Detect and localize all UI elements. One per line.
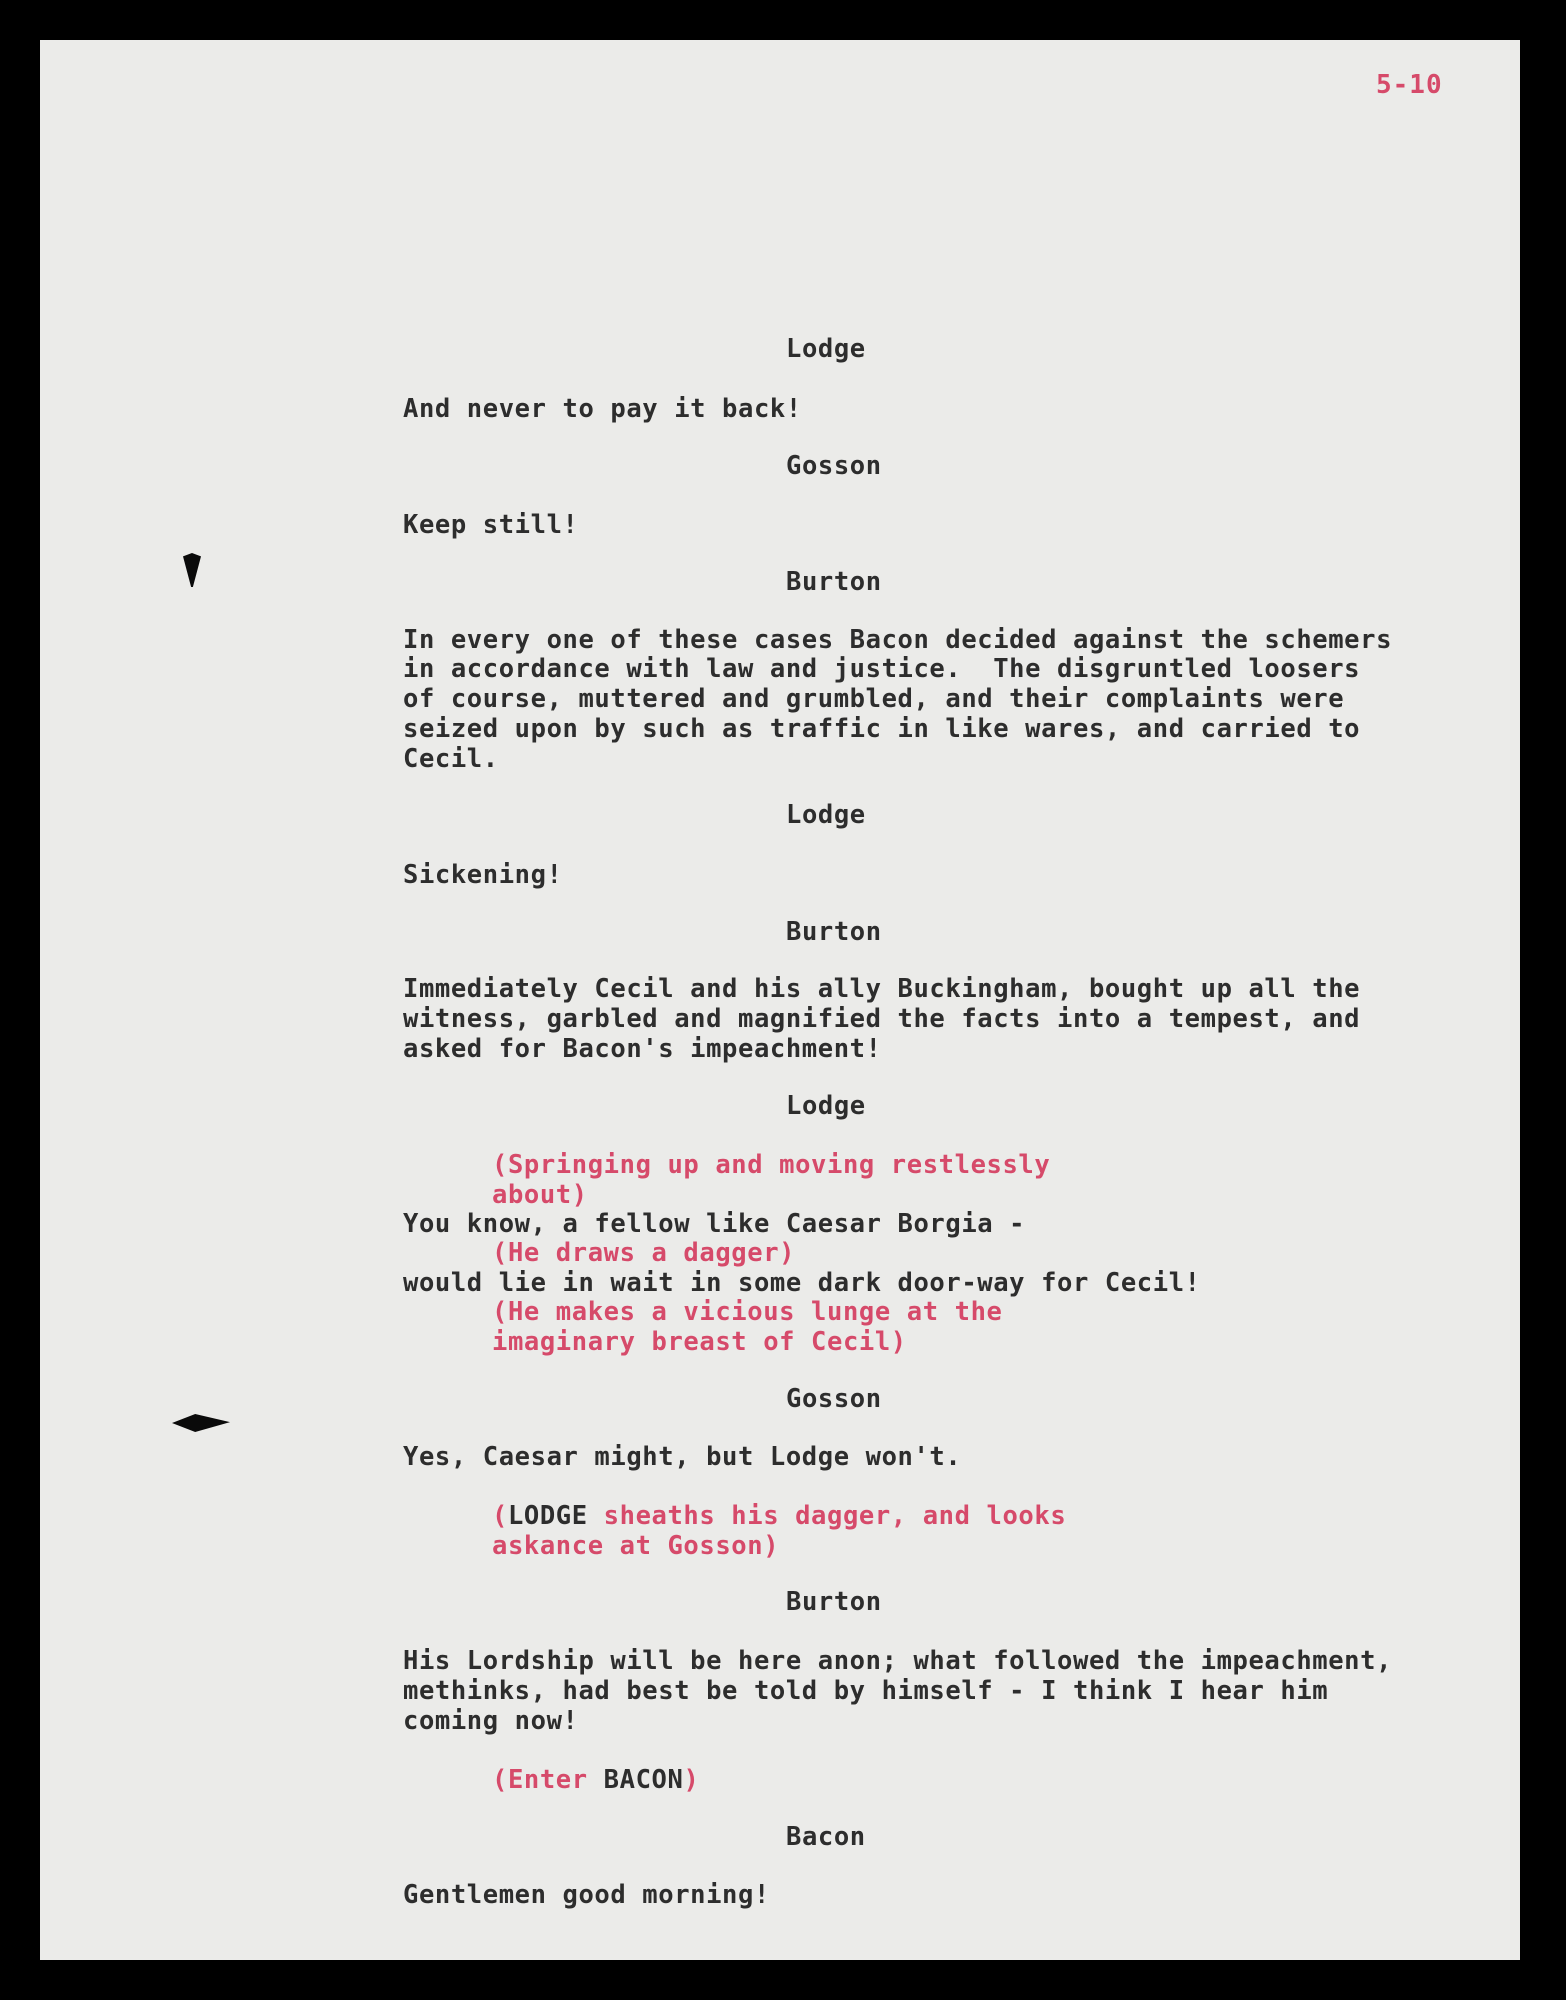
- speaker-name: Lodge: [786, 334, 866, 364]
- stage-direction: [492, 1501, 1066, 1531]
- dialogue-line: Gentlemen good morning!: [403, 1880, 770, 1910]
- speaker-name: Lodge: [786, 800, 866, 830]
- character-name: LODGE: [507, 1501, 588, 1531]
- stage-direction-paren: (: [492, 1501, 508, 1531]
- dialogue-line: asked for Bacon's impeachment!: [403, 1034, 882, 1064]
- dialogue-line: His Lordship will be here anon; what followed the impeachment,: [403, 1646, 1393, 1676]
- dialogue-line: You know, a fellow like Caesar Borgia -: [403, 1209, 1026, 1239]
- stage-direction: (He draws a dagger): [492, 1238, 796, 1268]
- stage-direction: (Springing up and moving restlessly: [492, 1150, 1051, 1180]
- stage-direction-text: (Enter: [492, 1765, 604, 1795]
- dialogue-line: Yes, Caesar might, but Lodge won't.: [403, 1442, 962, 1472]
- stage-direction: imaginary breast of Cecil): [492, 1327, 907, 1357]
- stage-direction: about): [492, 1180, 588, 1210]
- speaker-name: Burton: [786, 1587, 882, 1617]
- stage-direction: [492, 1765, 699, 1795]
- dialogue-line: Keep still!: [403, 510, 579, 540]
- dialogue-line: In every one of these cases Bacon decided against the schemers: [403, 625, 1393, 655]
- speaker-name: Bacon: [786, 1822, 866, 1852]
- dialogue-line: of course, muttered and grumbled, and their complaints were: [403, 684, 1345, 714]
- dialogue-line: witness, garbled and magnified the facts into a tempest, and: [403, 1004, 1361, 1034]
- speaker-name: Burton: [786, 917, 882, 947]
- dialogue-line: would lie in wait in some dark door-way for Cecil!: [403, 1268, 1201, 1298]
- speaker-name: Burton: [786, 567, 882, 597]
- character-name: BACON: [603, 1765, 684, 1795]
- speaker-name: Lodge: [786, 1091, 866, 1121]
- dialogue-line: And never to pay it back!: [403, 394, 802, 424]
- dialogue-line: Cecil.: [403, 744, 499, 774]
- stage-direction: (He makes a vicious lunge at the: [492, 1297, 1003, 1327]
- stage-direction: askance at Gosson): [492, 1531, 780, 1561]
- dialogue-line: in accordance with law and justice. The disgruntled loosers: [403, 654, 1361, 684]
- dialogue-line: Sickening!: [403, 860, 563, 890]
- dialogue-line: Immediately Cecil and his ally Buckingham, bought up all the: [403, 974, 1361, 1004]
- stage-direction-paren: ): [683, 1765, 700, 1795]
- dialogue-line: coming now!: [403, 1706, 579, 1736]
- dialogue-line: seized upon by such as traffic in like wares, and carried to: [403, 714, 1361, 744]
- speaker-name: Gosson: [786, 1384, 882, 1414]
- page-number: 5-10: [1376, 70, 1443, 100]
- speaker-name: Gosson: [786, 451, 882, 481]
- stage-direction-text: sheaths his dagger, and looks: [587, 1501, 1067, 1531]
- dialogue-line: methinks, had best be told by himself - I think I hear him: [403, 1676, 1329, 1706]
